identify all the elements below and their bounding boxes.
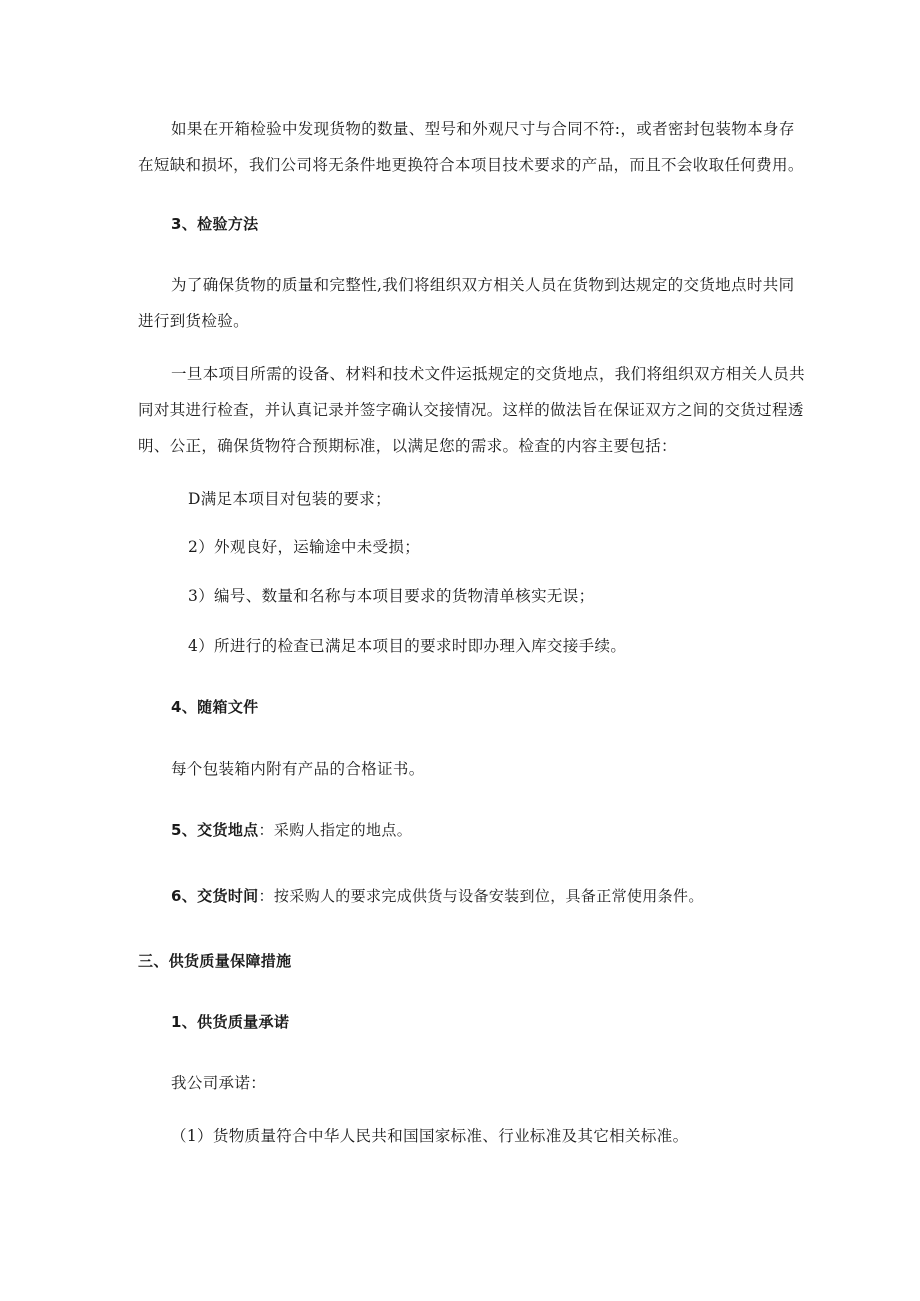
heading-packing-documents: 4、随箱文件	[171, 698, 259, 716]
paragraph-line: 在短缺和损坏，我们公司将无条件地更换符合本项目技术要求的产品，而且不会收取任何费用。	[138, 156, 804, 174]
paragraph-line: 我公司承诺：	[171, 1074, 267, 1092]
list-item: 3）编号、数量和名称与本项目要求的货物清单核实无误；	[188, 587, 595, 605]
paragraph-line: 一旦本项目所需的设备、材料和技术文件运抵规定的交货地点，我们将组织双方相关人员共	[171, 365, 806, 383]
paragraph-line: 为了确保货物的质量和完整性,我们将组织双方相关人员在货物到达规定的交货地点时共同	[171, 276, 795, 294]
delivery-time-text: ：按采购人的要求完成供货与设备安装到位，具备正常使用条件。	[258, 887, 704, 905]
delivery-time-line	[171, 886, 704, 906]
delivery-place-text: ：采购人指定的地点。	[258, 821, 413, 839]
paragraph-line: 进行到货检验。	[138, 312, 249, 330]
list-item: D满足本项目对包装的要求；	[188, 490, 391, 508]
paragraph-line: 每个包装箱内附有产品的合格证书。	[171, 760, 425, 778]
heading-inspection-method: 3、检验方法	[171, 215, 259, 233]
paragraph-line: 如果在开箱检验中发现货物的数量、型号和外观尺寸与合同不符:，或者密封包装物本身存	[171, 120, 795, 138]
heading-quality-commitment: 1、供货质量承诺	[171, 1013, 290, 1031]
list-item: 4）所进行的检查已满足本项目的要求时即办理入库交接手续。	[188, 637, 627, 655]
list-item: 2）外观良好，运输途中未受损；	[188, 538, 421, 556]
heading-delivery-time: 6、交货时间	[171, 887, 259, 905]
delivery-place-line	[171, 820, 412, 840]
paragraph-line: （1）货物质量符合中华人民共和国国家标准、行业标准及其它相关标准。	[171, 1127, 689, 1145]
section-heading: 三、供货质量保障措施	[138, 952, 292, 970]
heading-delivery-place: 5、交货地点	[171, 821, 259, 839]
paragraph-line: 明、公正，确保货物符合预期标准，以满足您的需求。检查的内容主要包括：	[138, 437, 677, 455]
paragraph-line: 同对其进行检查，并认真记录并签字确认交接情况。这样的做法旨在保证双方之间的交货过程透	[138, 401, 804, 419]
